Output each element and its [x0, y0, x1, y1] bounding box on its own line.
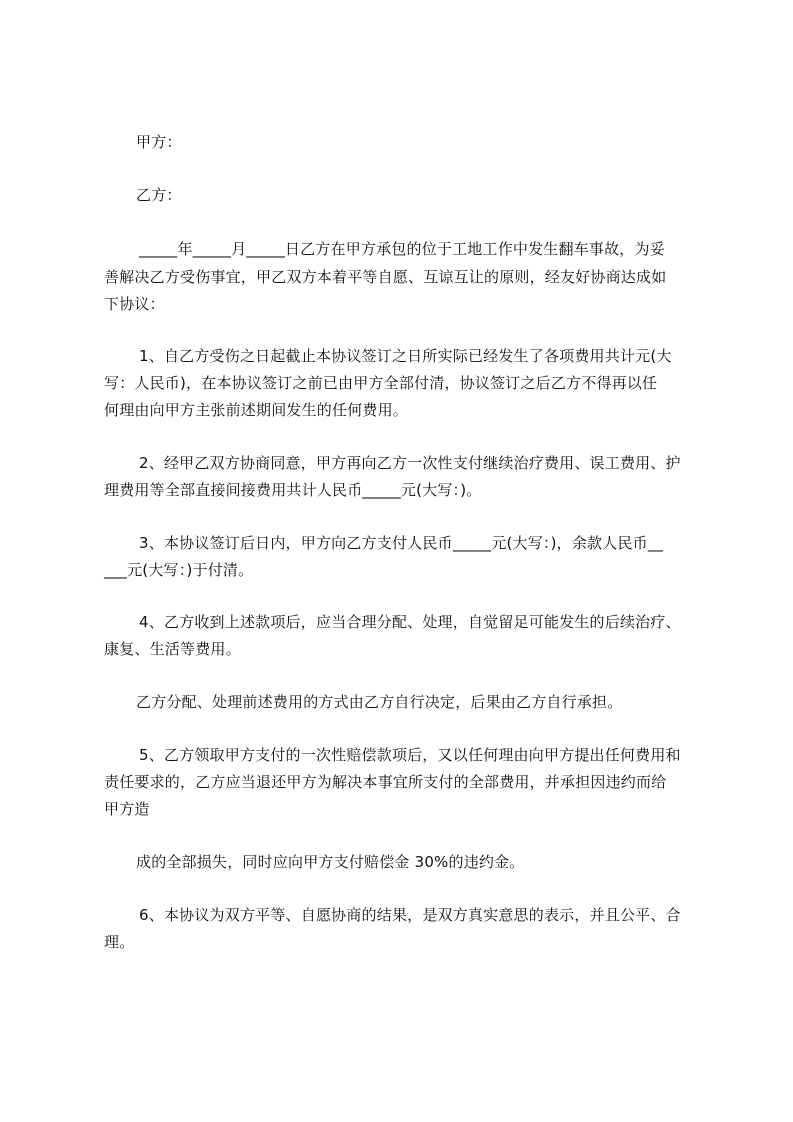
clause3-line-1: 3、本协议签订后日内，甲方向乙方支付人民币_____元(大写：)，余款人民币__ — [139, 534, 664, 552]
clause2-line-2: 理费用等全部直接间接费用共计人民币_____元(大写：)。 — [104, 481, 482, 499]
intro-line-1: _____年_____月_____日乙方在甲方承包的位于工地工作中发生翻车事故，为妥 — [139, 240, 665, 258]
clause3-line-2: ___元(大写：)于付清。 — [104, 561, 254, 579]
intro-line-3: 下协议： — [104, 295, 165, 313]
party-b-label: 乙方： — [136, 186, 182, 204]
clause6-line-1: 6、本协议为双方平等、自愿协商的结果，是双方真实意思的表示，并且公平、合 — [139, 906, 681, 924]
clause5-line-3: 甲方造 — [104, 800, 150, 818]
clause2-line-1: 2、经甲乙双方协商同意，甲方再向乙方一次性支付继续治疗费用、误工费用、护 — [139, 454, 681, 472]
clause5-line-1: 5、乙方领取甲方支付的一次性赔偿款项后，又以任何理由向甲方提出任何费用和 — [139, 746, 681, 764]
clause1-line-1: 1、自乙方受伤之日起截止本协议签订之日所实际已经发生了各项费用共计元(大 — [139, 347, 672, 365]
intro-line-2: 善解决乙方受伤事宜，甲乙双方本着平等自愿、互谅互让的原则，经友好协商达成如 — [104, 268, 667, 286]
clause5-line-2: 责任要求的，乙方应当退还甲方为解决本事宜所支付的全部费用，并承担因违约而给 — [104, 773, 667, 791]
party-a-label: 甲方： — [136, 133, 182, 151]
clause1-line-3: 何理由向甲方主张前述期间发生的任何费用。 — [104, 401, 409, 419]
clause4-line-1: 4、乙方收到上述款项后，应当合理分配、处理，自觉留足可能发生的后续治疗、 — [139, 613, 681, 631]
clause4-note: 乙方分配、处理前述费用的方式由乙方自行决定，后果由乙方自行承担。 — [136, 693, 623, 711]
clause5-continued: 成的全部损失，同时应向甲方支付赔偿金 30%的违约金。 — [136, 853, 525, 871]
clause1-line-2: 写：人民币)，在本协议签订之前已由甲方全部付清，协议签订之后乙方不得再以任 — [104, 374, 658, 392]
clause6-line-2: 理。 — [104, 933, 135, 951]
clause4-line-2: 康复、生活等费用。 — [104, 640, 241, 658]
